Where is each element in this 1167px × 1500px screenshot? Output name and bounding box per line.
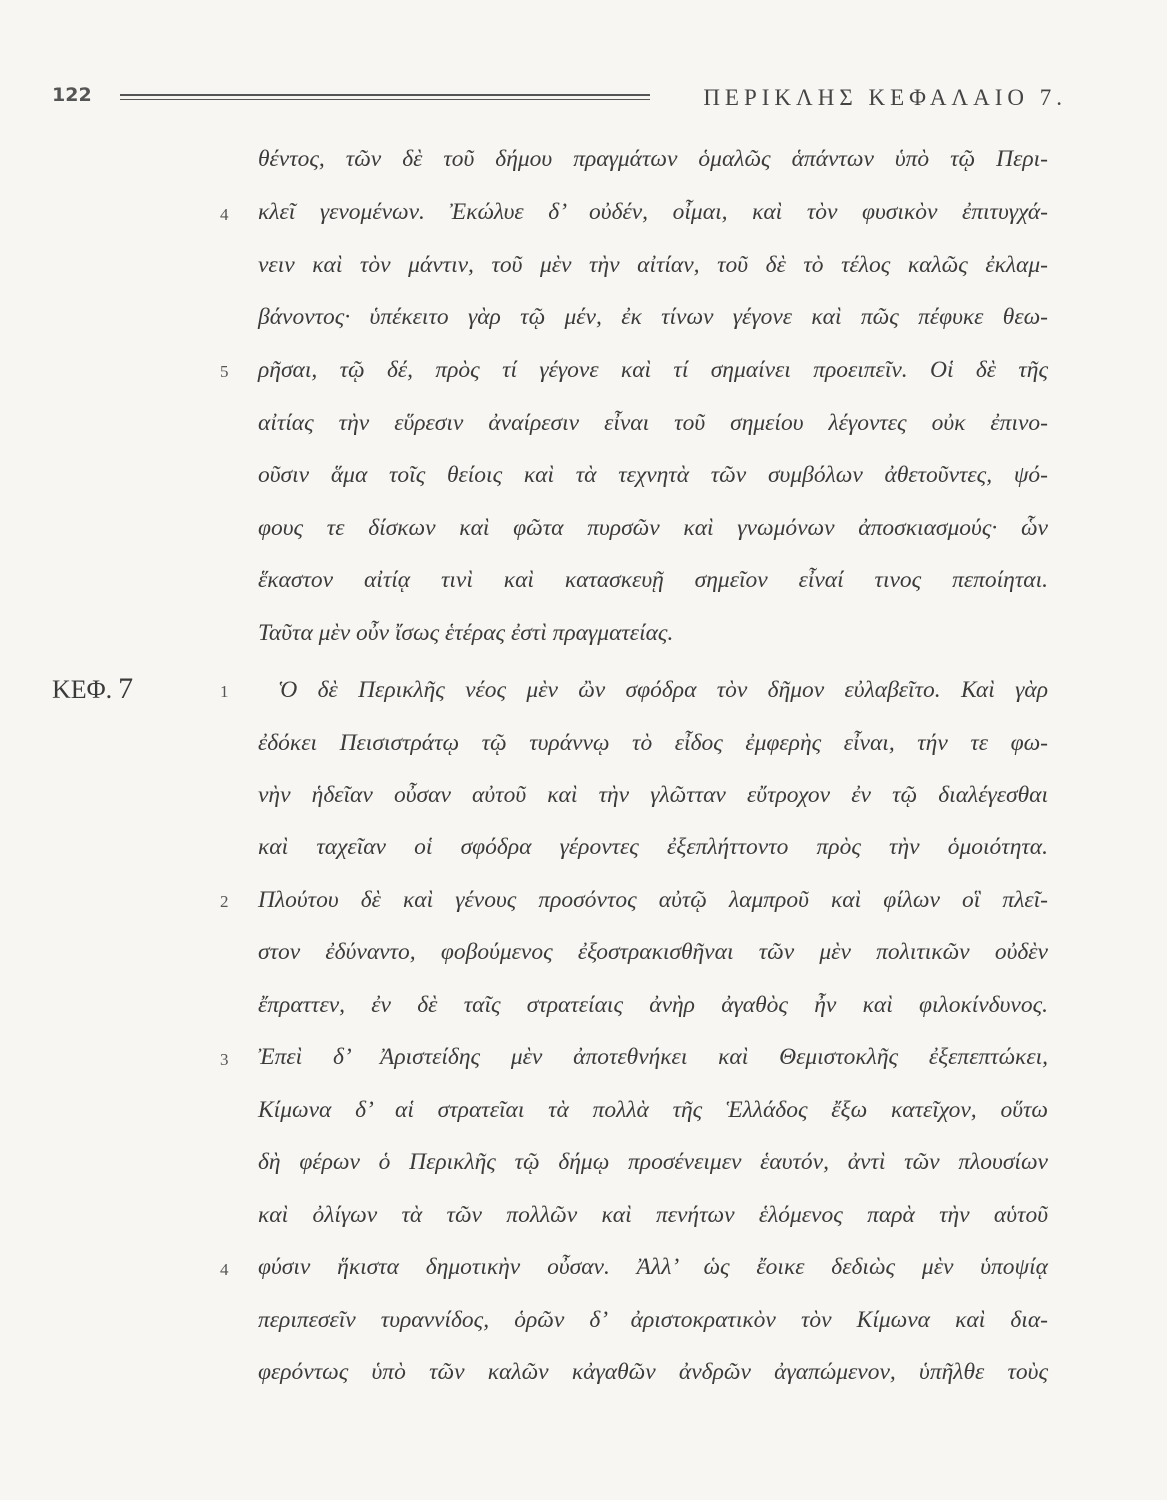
chapter-number: 7 xyxy=(118,672,134,705)
text-line: οῦσιν ἅμα τοῖς θείοις καὶ τὰ τεχνητὰ τῶν συμβόλων ἀθετοῦντες, ψό- xyxy=(258,462,1048,488)
text-line: αἰτίας τὴν εὕρεσιν ἀναίρεσιν εἶναι τοῦ σημείου λέγοντες οὐκ ἐπινο- xyxy=(258,410,1048,436)
text-line: ἐδόκει Πεισιστράτῳ τῷ τυράννῳ τὸ εἶδος ἐμφερὴς εἶναι, τήν τε φω- xyxy=(258,730,1048,756)
page-header xyxy=(52,84,1067,114)
text-line: καὶ ὀλίγων τὰ τῶν πολλῶν καὶ πενήτων ἑλόμενος παρὰ τὴν αὑτοῦ xyxy=(258,1202,1048,1228)
text-line: βάνοντος· ὑπέκειτο γὰρ τῷ μέν, ἐκ τίνων γέγονε καὶ πῶς πέφυκε θεω- xyxy=(258,304,1048,330)
text-line: ἕκαστον αἰτίᾳ τινὶ καὶ κατασκευῇ σημεῖον εἶναί τινος πεποίηται. xyxy=(258,567,1048,593)
text-line: φερόντως ὑπὸ τῶν καλῶν κἀγαθῶν ἀνδρῶν ἀγαπώμενον, ὑπῆλθε τοὺς xyxy=(258,1359,1048,1385)
text-line: νὴν ἡδεῖαν οὖσαν αὐτοῦ καὶ τὴν γλῶτταν εὔτροχον ἐν τῷ διαλέγεσθαι xyxy=(258,782,1048,808)
page-number: 122 xyxy=(52,84,92,106)
text-line: νειν καὶ τὸν μάντιν, τοῦ μὲν τὴν αἰτίαν, τοῦ δὲ τὸ τέλος καλῶς ἐκλαμ- xyxy=(258,252,1048,278)
text-line: ρῆσαι, τῷ δέ, πρὸς τί γέγονε καὶ τί σημαίνει προειπεῖν. Οἱ δὲ τῆς xyxy=(258,357,1048,383)
margin-line-number: 4 xyxy=(220,205,229,224)
text-line: Ἐπεὶ δ’ Ἀριστείδης μὲν ἀποτεθνήκει καὶ Θεμιστοκλῆς ἐξεπεπτώκει, xyxy=(258,1044,1048,1070)
section-number: 1 xyxy=(220,682,229,701)
section-number: 2 xyxy=(220,892,229,911)
text-line: στον ἐδύναντο, φοβούμενος ἐξοστρακισθῆναι τῶν μὲν πολιτικῶν οὐδὲν xyxy=(258,939,1048,965)
text-line: Ὁ δὲ Περικλῆς νέος μὲν ὢν σφόδρα τὸν δῆμον εὐλαβεῖτο. Καὶ γὰρ xyxy=(278,677,1048,703)
text-line: φους τε δίσκων καὶ φῶτα πυρσῶν καὶ γνωμόνων ἀποσκιασμούς· ὧν xyxy=(258,515,1048,541)
text-line: δὴ φέρων ὁ Περικλῆς τῷ δήμῳ προσένειμεν ἑαυτόν, ἀντὶ τῶν πλουσίων xyxy=(258,1149,1048,1175)
text-line: ἔπραττεν, ἐν δὲ ταῖς στρατείαις ἀνὴρ ἀγαθὸς ἦν καὶ φιλοκίνδυνος. xyxy=(258,992,1048,1018)
text-line: κλεῖ γενομένων. Ἐκώλυε δ’ οὐδέν, οἶμαι, καὶ τὸν φυσικὸν ἐπιτυγχά- xyxy=(258,199,1048,225)
text-line: θέντος, τῶν δὲ τοῦ δήμου πραγμάτων ὁμαλῶς ἁπάντων ὑπὸ τῷ Περι- xyxy=(258,146,1048,172)
chapter-marker xyxy=(52,672,133,706)
header-rule-thin xyxy=(120,99,650,100)
section-number: 3 xyxy=(220,1050,229,1069)
running-head: ΠΕΡΙΚΛΗΣ ΚΕΦΑΛΑΙΟ 7. xyxy=(703,85,1067,110)
text-line: Ταῦτα μὲν οὖν ἴσως ἑτέρας ἐστὶ πραγματείας. xyxy=(258,620,674,646)
text-line: Πλούτου δὲ καὶ γένους προσόντος αὐτῷ λαμπροῦ καὶ φίλων οἳ πλεῖ- xyxy=(258,887,1048,913)
text-line: φύσιν ἥκιστα δημοτικὴν οὖσαν. Ἀλλ’ ὡς ἔοικε δεδιὼς μὲν ὑποψίᾳ xyxy=(258,1254,1048,1280)
text-line: Κίμωνα δ’ αἱ στρατεῖαι τὰ πολλὰ τῆς Ἑλλάδος ἔξω κατεῖχον, οὕτω xyxy=(258,1097,1048,1123)
chapter-label: ΚΕΦ. xyxy=(52,675,113,704)
text-line: καὶ ταχεῖαν οἱ σφόδρα γέροντες ἐξεπλήττοντο πρὸς τὴν ὁμοιότητα. xyxy=(258,834,1048,860)
margin-line-number: 5 xyxy=(220,362,229,381)
margin-line-number: 4 xyxy=(220,1260,229,1279)
text-line: περιπεσεῖν τυραννίδος, ὁρῶν δ’ ἀριστοκρατικὸν τὸν Κίμωνα καὶ δια- xyxy=(258,1307,1048,1333)
header-rule xyxy=(120,94,650,96)
